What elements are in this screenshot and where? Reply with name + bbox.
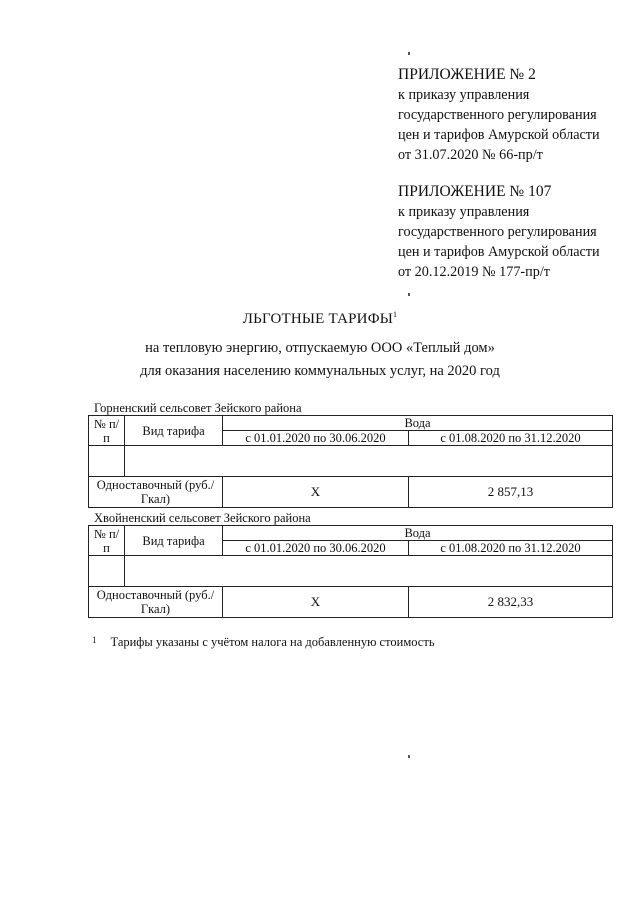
appendix-current-line: цен и тарифов Амурской области [398, 127, 600, 143]
region-label: Хвойненский сельсовет Зейского района [94, 511, 311, 525]
blank-cell [125, 446, 613, 477]
appendix-original-block [398, 182, 634, 282]
appendix-current-line: к приказу управления [398, 87, 530, 103]
col-type-header: Вид тарифа [125, 526, 223, 556]
col-no-header: № п/п [89, 416, 125, 446]
period2-header: с 01.08.2020 по 31.12.2020 [409, 541, 613, 556]
blank-cell [89, 556, 125, 587]
value-cell: 2 832,33 [409, 587, 613, 618]
col-type-header: Вид тарифа [125, 416, 223, 446]
scan-speck [408, 755, 410, 758]
appendix-original-line: цен и тарифов Амурской области [398, 244, 600, 260]
title-footnote-mark: 1 [393, 310, 398, 319]
document-subtitle-line1: на тепловую энергию, отпускаемую ООО «Теплый дом» [145, 340, 495, 356]
value-cell: X [223, 587, 409, 618]
period1-header: с 01.01.2020 по 30.06.2020 [223, 431, 409, 446]
appendix-current-title: ПРИЛОЖЕНИЕ № 2 [398, 66, 536, 83]
appendix-original-line: к приказу управления [398, 204, 530, 220]
scan-speck [408, 52, 410, 55]
document-title-text: ЛЬГОТНЫЕ ТАРИФЫ [242, 311, 394, 327]
blank-cell [125, 556, 613, 587]
region-label: Горненский сельсовет Зейского района [94, 401, 302, 415]
period1-header: с 01.01.2020 по 30.06.2020 [223, 541, 409, 556]
col-no-header: № п/п [89, 526, 125, 556]
appendix-original-line: государственного регулирования [398, 224, 597, 240]
footnote [92, 635, 435, 650]
tariff-table [88, 415, 613, 508]
appendix-current-line: государственного регулирования [398, 107, 597, 123]
appendix-current-block [398, 65, 634, 165]
value-cell: 2 857,13 [409, 477, 613, 508]
appendix-current-line: от 31.07.2020 № 66-пр/т [398, 147, 543, 163]
appendix-original-title: ПРИЛОЖЕНИЕ № 107 [398, 183, 552, 200]
period2-header: с 01.08.2020 по 31.12.2020 [409, 431, 613, 446]
tariff-table [88, 525, 613, 618]
footnote-text: Тарифы указаны с учётом налога на добавленную стоимость [110, 635, 435, 649]
document-title [0, 310, 640, 328]
group-header: Вода [223, 416, 613, 431]
row-label: Одноставочный (руб./Гкал) [89, 587, 223, 618]
scan-speck [408, 293, 410, 296]
footnote-mark: 1 [92, 635, 97, 645]
appendix-original-line: от 20.12.2019 № 177-пр/т [398, 264, 550, 280]
document-subtitle-line2: для оказания населению коммунальных услуг, на 2020 год [140, 363, 500, 379]
group-header: Вода [223, 526, 613, 541]
value-cell: X [223, 477, 409, 508]
row-label: Одноставочный (руб./Гкал) [89, 477, 223, 508]
blank-cell [89, 446, 125, 477]
